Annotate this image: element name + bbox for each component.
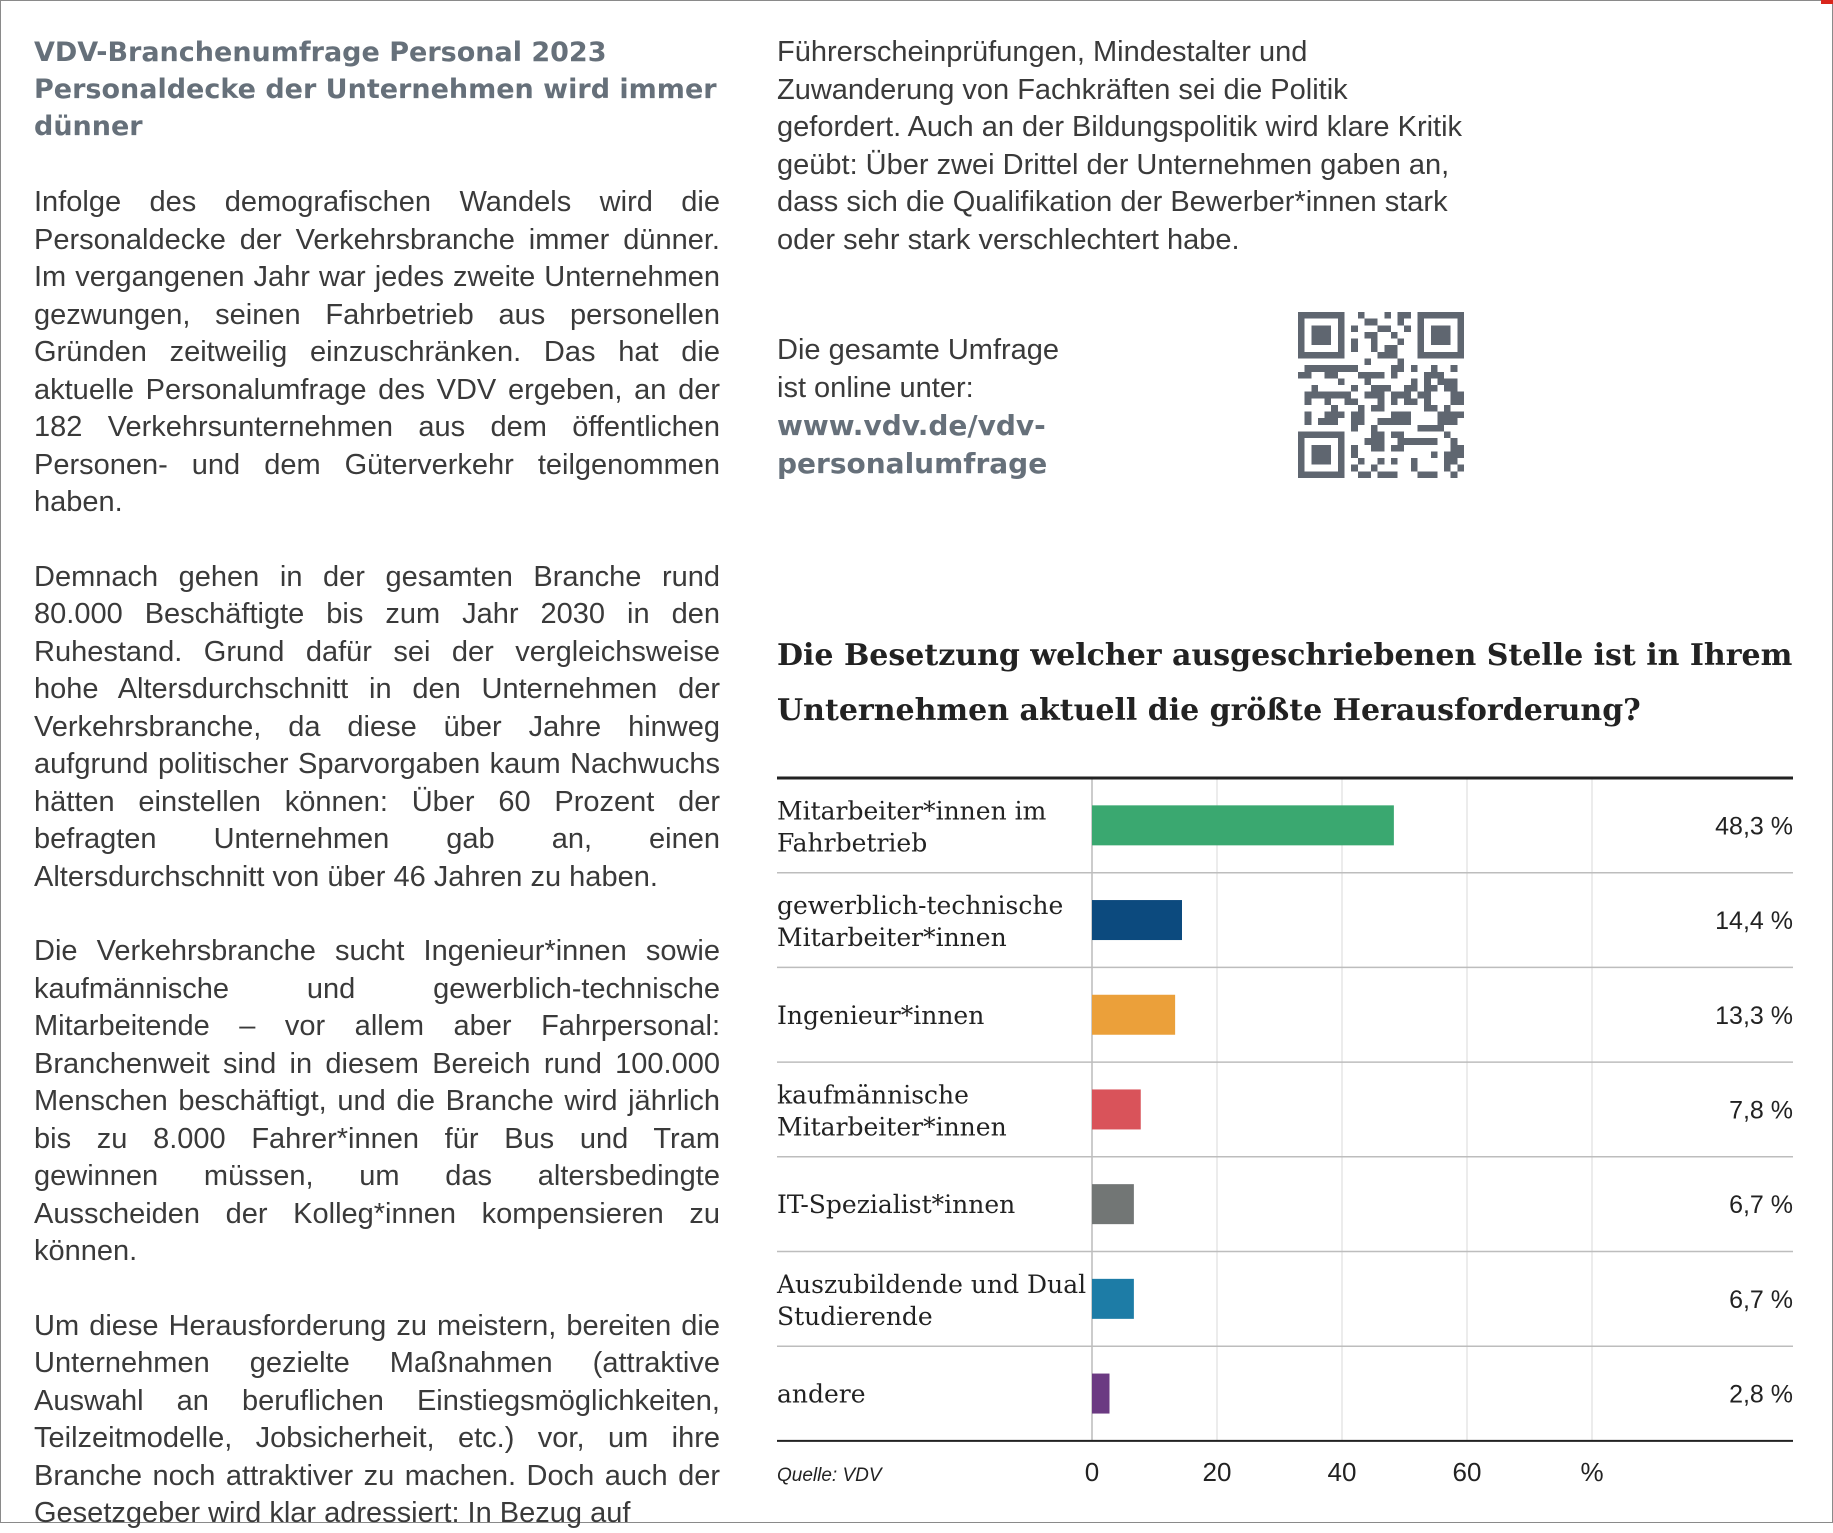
category-label bbox=[777, 1380, 866, 1409]
category-label-line: Studierende bbox=[777, 1301, 933, 1331]
chart-title: Die Besetzung welcher ausgeschriebenen Stelle ist in Ihrem Unternehmen aktuell die größte Herausforderung? bbox=[777, 638, 1793, 728]
value-label: 13,3 % bbox=[1715, 1001, 1793, 1030]
online-text: Die gesamte Umfrage ist online unter: bbox=[777, 334, 1060, 404]
category-label bbox=[777, 796, 1047, 857]
paragraph-continuation: Führerscheinprüfungen, Mindestalter und Zuwanderung von Fachkräften sei die Politik gefordert. Auch an der Bildungspolitik wird klare Kritik geübt: Über zwei Drittel der Unternehmen gaben an, dass sich die Qualifikation der Bewerber*innen stark oder sehr stark verschlechtert habe. bbox=[777, 36, 1463, 256]
category-label bbox=[777, 1190, 1015, 1219]
paragraph-3: Die Verkehrsbranche sucht Ingenieur*innen sowie kaufmännische und gewerblich-technische Mitarbeitende – vor allem aber Fahrpersonal: Branchenweit sind in diesem Bereich rund 100.000 Menschen beschäftigt, und die Branche wird jährlich bis zu 8.000 Fahrer*innen für Bus und Tram gewinnen müssen, um das altersbedingte Ausscheiden der Kolleg*innen kompensieren zu können. bbox=[34, 935, 720, 1267]
category-label bbox=[777, 1001, 984, 1030]
paragraph-2: Demnach gehen in der gesamten Branche rund 80.000 Beschäftigte bis zum Jahr 2030 in den Ruhestand. Grund dafür sei der vergleichsweise hohe Altersdurchschnitt in den Unternehmen der Verkehrsbranche, da diese über Jahre hinweg aufgrund politischer Sparvorgaben kaum Nachwuchs hätten einstellen können: Über 60 Prozent der befragten Unternehmen gab an, einen Altersdurchschnitt von über 46 Jahren zu haben. bbox=[34, 560, 720, 893]
x-tick-label: % bbox=[1580, 1456, 1604, 1487]
category-label-line: Mitarbeiter*innen im bbox=[777, 796, 1047, 826]
bar bbox=[1092, 900, 1182, 940]
headline-line-1: VDV-Branchenumfrage Personal 2023 bbox=[34, 37, 607, 68]
survey-url-link[interactable]: www.vdv.de/vdv-personalumfrage bbox=[777, 409, 1048, 480]
value-label: 7,8 % bbox=[1729, 1096, 1793, 1125]
category-label-line: Mitarbeiter*innen bbox=[777, 1112, 1007, 1142]
headline-line-2: Personaldecke der Unternehmen wird immer dünner bbox=[34, 74, 717, 142]
value-label: 2,8 % bbox=[1729, 1380, 1793, 1409]
bar bbox=[1092, 995, 1175, 1035]
x-tick-label: 60 bbox=[1452, 1456, 1482, 1487]
bar bbox=[1092, 1089, 1141, 1129]
category-label-line: Fahrbetrieb bbox=[777, 828, 928, 858]
category-label-line: gewerblich-technische bbox=[777, 891, 1064, 921]
category-label bbox=[776, 1270, 1086, 1331]
source-label: Quelle: VDV bbox=[777, 1464, 882, 1486]
x-tick-label: 0 bbox=[1084, 1456, 1100, 1487]
category-label-line: IT-Spezialist*innen bbox=[777, 1190, 1016, 1220]
bar bbox=[1092, 1374, 1110, 1414]
x-tick-label: 40 bbox=[1327, 1456, 1357, 1487]
value-label: 6,7 % bbox=[1729, 1285, 1793, 1314]
value-label: 48,3 % bbox=[1715, 812, 1793, 841]
value-label: 14,4 % bbox=[1715, 907, 1793, 936]
bar bbox=[1092, 1279, 1134, 1319]
bar bbox=[1092, 1184, 1134, 1224]
paragraph-1: Infolge des demografischen Wandels wird die Personaldecke der Verkehrsbranche immer dünner. Im vergangenen Jahr war jedes zweite Unternehmen gezwungen, seinen Fahrbetrieb aus personellen Gründen zeitweilig einzuschränken. Das hat die aktuelle Personalumfrage des VDV ergeben, an der 182 Verkehrsunternehmen aus dem öffentlichen Personen- und dem Güterverkehr teilgenommen haben. bbox=[34, 186, 720, 518]
category-label-line: andere bbox=[777, 1379, 866, 1409]
category-label bbox=[777, 891, 1063, 952]
category-label-line: Auszubildende und Dual bbox=[777, 1269, 1087, 1299]
bar bbox=[1092, 805, 1394, 845]
value-label: 6,7 % bbox=[1729, 1191, 1793, 1220]
category-label bbox=[777, 1080, 1007, 1141]
paragraph-4: Um diese Herausforderung zu meistern, bereiten die Unternehmen gezielte Maßnahmen (attraktive Auswahl an beruflichen Einstiegsmöglichkeiten, Teilzeitmodelle, Jobsicherheit, etc.) vor, um ihre Branche noch attraktiver zu machen. Doch auch der Gesetzgeber wird klar adressiert: In Bezug auf bbox=[34, 1309, 720, 1529]
x-tick-label: 20 bbox=[1202, 1456, 1232, 1487]
category-label-line: Ingenieur*innen bbox=[777, 1000, 985, 1030]
category-label-line: Mitarbeiter*innen bbox=[777, 923, 1007, 953]
category-label-line: kaufmännische bbox=[777, 1080, 969, 1110]
